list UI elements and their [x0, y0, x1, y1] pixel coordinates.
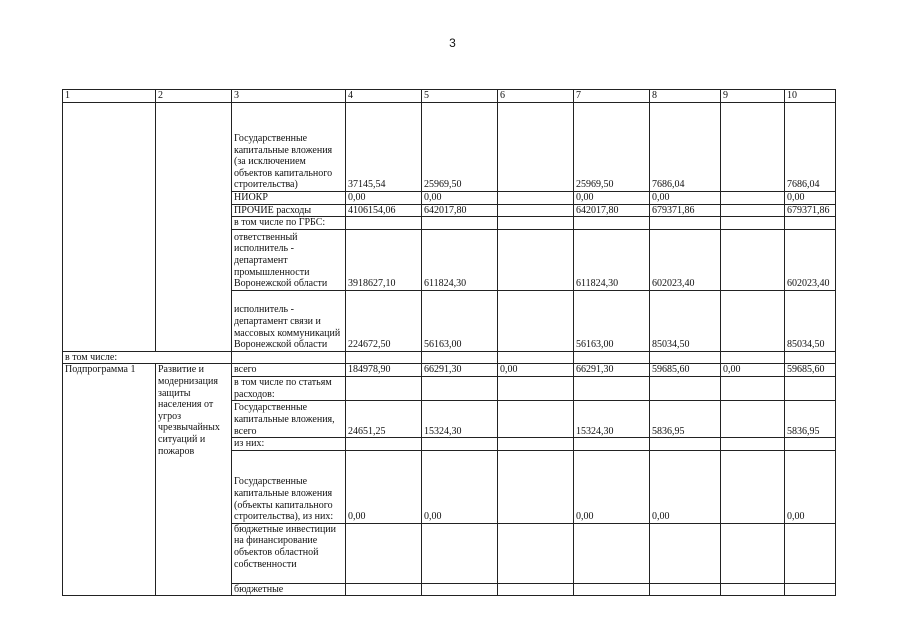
table-cell: 85034,50	[785, 290, 836, 351]
table-cell: бюджетные	[232, 583, 346, 596]
table-cell: 602023,40	[650, 229, 721, 290]
table-cell	[721, 351, 785, 364]
header-cell: 9	[721, 90, 785, 103]
table-cell: 0,00	[346, 450, 422, 523]
table-cell	[721, 192, 785, 205]
table-cell	[498, 192, 574, 205]
table-cell: 0,00	[785, 192, 836, 205]
table-cell: 56163,00	[422, 290, 498, 351]
table-cell	[498, 450, 574, 523]
table-cell	[346, 351, 422, 364]
table-cell	[346, 217, 422, 230]
table-cell: 679371,86	[650, 204, 721, 217]
header-cell: 2	[156, 90, 232, 103]
page-number: 3	[449, 36, 456, 50]
table-cell	[498, 217, 574, 230]
table-cell: 25969,50	[422, 103, 498, 192]
table-cell: Государственные капитальные вложения (за исключением объектов капитального строительства)	[232, 103, 346, 192]
table-cell: 611824,30	[422, 229, 498, 290]
table-cell	[498, 376, 574, 400]
table-cell	[650, 523, 721, 583]
table-cell: 0,00	[422, 192, 498, 205]
table-cell	[63, 103, 156, 352]
table-cell: 602023,40	[785, 229, 836, 290]
table-cell: 24651,25	[346, 401, 422, 438]
table-cell: 0,00	[574, 192, 650, 205]
table-row	[63, 103, 836, 192]
header-cell: 7	[574, 90, 650, 103]
table-cell	[574, 523, 650, 583]
table-cell	[422, 583, 498, 596]
table-cell: НИОКР	[232, 192, 346, 205]
table-cell	[785, 351, 836, 364]
table-cell: 0,00	[574, 450, 650, 523]
header-row	[63, 90, 836, 103]
table-cell: 56163,00	[574, 290, 650, 351]
table-cell	[422, 351, 498, 364]
table-cell: 5836,95	[650, 401, 721, 438]
table-cell: 25969,50	[574, 103, 650, 192]
table-cell: 0,00	[346, 192, 422, 205]
table-cell	[346, 583, 422, 596]
table-cell	[721, 401, 785, 438]
table-cell	[422, 523, 498, 583]
table-cell	[574, 583, 650, 596]
table-cell: 85034,50	[650, 290, 721, 351]
table-cell: 0,00	[650, 450, 721, 523]
table-cell	[721, 583, 785, 596]
table-cell	[498, 401, 574, 438]
table-cell: Государственные капитальные вложения, всего	[232, 401, 346, 438]
table-cell: 3918627,10	[346, 229, 422, 290]
table-cell: 0,00	[785, 450, 836, 523]
table-cell: 642017,80	[422, 204, 498, 217]
table-cell: 5836,95	[785, 401, 836, 438]
table-cell: 59685,60	[650, 364, 721, 377]
table-cell	[650, 583, 721, 596]
table-cell	[156, 103, 232, 352]
table-cell	[721, 376, 785, 400]
table-cell: 7686,04	[785, 103, 836, 192]
table-cell	[721, 438, 785, 451]
table-cell	[498, 351, 574, 364]
table-cell: Государственные капитальные вложения (объекты капитального строительства), из них:	[232, 450, 346, 523]
table-cell: 37145,54	[346, 103, 422, 192]
table-row	[63, 364, 836, 377]
table-cell	[498, 438, 574, 451]
subprogram-title: Развитие и модернизация защиты населения от угроз чрезвычайных ситуаций и пожаров	[156, 364, 232, 596]
table-cell	[574, 376, 650, 400]
table-cell: 4106154,06	[346, 204, 422, 217]
table-cell	[650, 217, 721, 230]
budget-table	[62, 89, 836, 596]
table-cell: 66291,30	[574, 364, 650, 377]
table-cell	[574, 438, 650, 451]
table-cell	[498, 103, 574, 192]
table-cell	[232, 351, 346, 364]
header-cell: 6	[498, 90, 574, 103]
table-cell	[498, 583, 574, 596]
table-cell: 679371,86	[785, 204, 836, 217]
table-cell	[574, 351, 650, 364]
table-cell	[721, 450, 785, 523]
table-cell	[422, 217, 498, 230]
table-cell: 611824,30	[574, 229, 650, 290]
table-cell: 0,00	[498, 364, 574, 377]
table-cell: 7686,04	[650, 103, 721, 192]
header-cell: 10	[785, 90, 836, 103]
table-cell	[721, 229, 785, 290]
subprogram-name: Подпрограмма 1	[63, 364, 156, 596]
header-cell: 8	[650, 90, 721, 103]
table-cell	[785, 523, 836, 583]
table-cell	[422, 438, 498, 451]
table-cell: исполнитель - департамент связи и массовых коммуникаций Воронежской области	[232, 290, 346, 351]
table-cell: 184978,90	[346, 364, 422, 377]
table-cell: 66291,30	[422, 364, 498, 377]
table-cell	[650, 351, 721, 364]
table-cell	[346, 438, 422, 451]
table-cell	[498, 229, 574, 290]
table-cell	[721, 290, 785, 351]
table-cell	[422, 376, 498, 400]
table-cell: 0,00	[721, 364, 785, 377]
table-cell: всего	[232, 364, 346, 377]
table-row	[63, 351, 836, 364]
table-cell: 0,00	[650, 192, 721, 205]
table-cell	[785, 376, 836, 400]
table-cell: 224672,50	[346, 290, 422, 351]
table-cell	[785, 217, 836, 230]
table-cell	[721, 217, 785, 230]
table-cell: 0,00	[422, 450, 498, 523]
header-cell: 1	[63, 90, 156, 103]
table-cell: 642017,80	[574, 204, 650, 217]
table-cell: в том числе по статьям расходов:	[232, 376, 346, 400]
table-cell	[498, 523, 574, 583]
header-cell: 5	[422, 90, 498, 103]
table-cell: ПРОЧИЕ расходы	[232, 204, 346, 217]
table-cell: бюджетные инвестиции на финансирование объектов областной собственности	[232, 523, 346, 583]
table-cell	[721, 204, 785, 217]
table-cell: в том числе по ГРБС:	[232, 217, 346, 230]
header-cell: 4	[346, 90, 422, 103]
table-cell	[346, 523, 422, 583]
table-cell: 15324,30	[574, 401, 650, 438]
table-cell	[785, 438, 836, 451]
table-cell	[650, 376, 721, 400]
table-cell: 59685,60	[785, 364, 836, 377]
header-cell: 3	[232, 90, 346, 103]
table-cell	[498, 290, 574, 351]
table-cell	[574, 217, 650, 230]
table-cell	[721, 523, 785, 583]
table-cell: из них:	[232, 438, 346, 451]
table-cell	[498, 204, 574, 217]
table-cell: в том числе:	[63, 351, 232, 364]
table-cell: 15324,30	[422, 401, 498, 438]
table-cell	[785, 583, 836, 596]
table-cell	[650, 438, 721, 451]
table-cell	[721, 103, 785, 192]
table-cell: ответственный исполнитель - департамент промышленности Воронежской области	[232, 229, 346, 290]
table-cell	[346, 376, 422, 400]
